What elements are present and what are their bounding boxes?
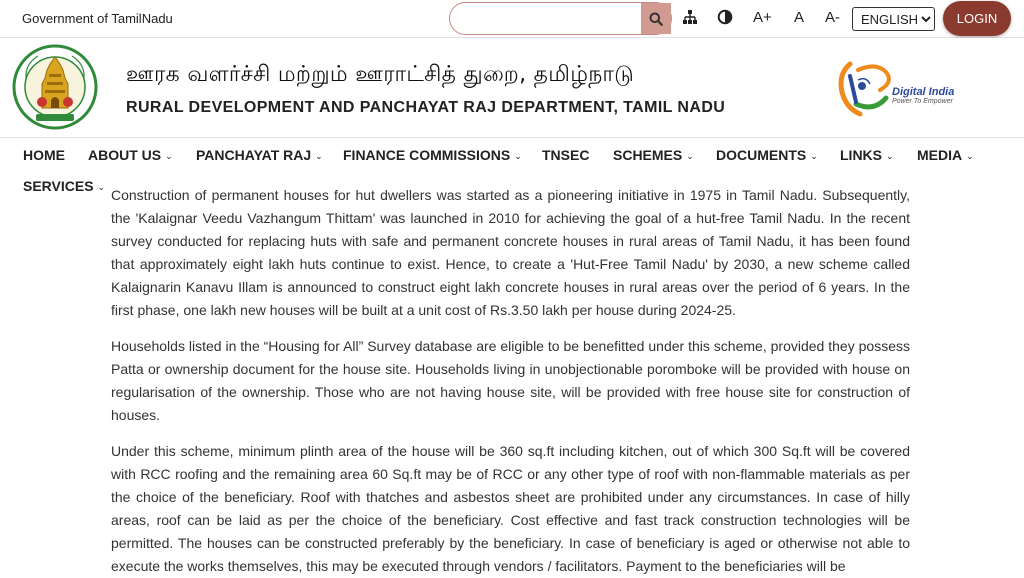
sitemap-icon xyxy=(682,9,698,25)
tamilnadu-emblem-logo[interactable] xyxy=(12,44,98,130)
nav-label: HOME xyxy=(23,147,65,163)
chevron-down-icon: ⌄ xyxy=(810,150,818,161)
nav-item-documents[interactable] xyxy=(716,147,818,163)
paragraph: Construction of permanent houses for hut dwellers was started as a pioneering initiative in 1975 in Tamil Nadu. Subsequently, the 'Kalaignar Veedu Vazhangum Thittam' was launched in 2010 for achieving the goal of a hut-free Tamil Nadu. In the recent survey conducted for replacing huts with safe and permanent concrete houses in rural areas of Tamil Nadu, it has been found that approximately eight lakh huts continue to exist. Hence, to create a 'Hut-Free Tamil Nadu' by 2030, a new scheme called Kalaignarin Kanavu Illam is announced to construct eight lakh concrete houses in rural areas over the period of 6 years. In the first phase, one lakh new houses will be built at a unit cost of Rs.3.50 lakh per house during 2024-25. xyxy=(111,187,910,318)
chevron-down-icon: ⌄ xyxy=(514,150,522,161)
nav-label: LINKS xyxy=(840,147,882,163)
nav-label: PANCHAYAT RAJ xyxy=(196,147,312,163)
nav-label: ABOUT US xyxy=(88,147,162,163)
scheme-description xyxy=(111,187,910,574)
nav-item-links[interactable] xyxy=(840,147,894,163)
chevron-down-icon: ⌄ xyxy=(315,150,323,161)
nav-item-home[interactable] xyxy=(23,147,65,163)
language-select[interactable] xyxy=(852,7,935,31)
font-decrease-button[interactable]: A- xyxy=(825,9,840,26)
chevron-down-icon: ⌄ xyxy=(165,150,173,161)
government-label: Government of TamilNadu xyxy=(22,11,173,26)
chevron-down-icon: ⌄ xyxy=(966,150,974,161)
chevron-down-icon: ⌄ xyxy=(686,150,694,161)
digital-india-icon xyxy=(836,56,892,118)
font-normal-button[interactable]: A xyxy=(794,9,805,26)
search-input[interactable] xyxy=(450,3,643,34)
chevron-down-icon: ⌄ xyxy=(97,181,106,192)
nav-item-schemes[interactable] xyxy=(613,147,694,163)
digital-india-title: Digital India xyxy=(892,86,955,98)
nav-item-media[interactable] xyxy=(917,147,974,163)
digital-india-tagline: Power To Empower xyxy=(892,98,953,105)
department-title-tamil: ஊரக வளர்ச்சி மற்றும் ஊராட்சித் துறை, தமிழ்நாடு xyxy=(126,62,635,87)
nav-label: TNSEC xyxy=(542,147,590,163)
search-box xyxy=(449,2,672,35)
login-button[interactable]: LOGIN xyxy=(943,1,1011,36)
digital-india-logo[interactable] xyxy=(836,56,966,116)
nav-item-about-us[interactable] xyxy=(88,147,173,163)
nav-label: FINANCE COMMISSIONS xyxy=(343,147,511,163)
nav-label: SCHEMES xyxy=(613,147,683,163)
search-button[interactable] xyxy=(641,3,671,34)
nav-item-tnsec[interactable] xyxy=(542,147,589,163)
nav-label: SERVICES xyxy=(23,178,94,194)
site-header xyxy=(0,38,1024,137)
contrast-icon xyxy=(717,9,733,25)
nav-label: DOCUMENTS xyxy=(716,147,807,163)
top-utility-bar xyxy=(0,0,1024,38)
nav-item-services[interactable] xyxy=(23,178,105,194)
nav-item-finance-commissions[interactable] xyxy=(343,147,522,163)
sitemap-button[interactable] xyxy=(682,9,698,25)
paragraph: Under this scheme, minimum plinth area of the house will be 360 sq.ft including kitchen, out of which 300 Sq.ft will be covered with RCC roofing and the remaining area 60 Sq.ft may be of RCC or any other type of roof with non-flammable materials as per the choice of the beneficiary. Roof with thatches and asbestos sheet are prohibited under any circumstances. In case of hilly areas, roof can be laid as per the choice of the beneficiary. Cost effective and fast track construction technologies will be permitted. The houses can be constructed preferably by the beneficiary. In case of beneficiary is aged or otherwise not able to execute the works themselves, this may be executed through vendors / facilitators. Payment to the beneficiaries will be xyxy=(111,443,910,574)
paragraph: Households listed in the “Housing for All” Survey database are eligible to be benefitted under this scheme, provided they possess Patta or ownership document for the house site. Households living in unobjectionable poromboke will be provided with house on regularisation of the ownership. Those who are not having house site, will be provided with free house site for construction of houses. xyxy=(111,338,910,423)
font-increase-button[interactable]: A+ xyxy=(753,9,772,26)
contrast-toggle[interactable] xyxy=(717,9,733,25)
nav-label: MEDIA xyxy=(917,147,963,163)
search-icon xyxy=(649,12,663,26)
department-title-english: RURAL DEVELOPMENT AND PANCHAYAT RAJ DEPARTMENT, TAMIL NADU xyxy=(126,99,726,116)
nav-item-panchayat-raj[interactable] xyxy=(196,147,323,163)
chevron-down-icon: ⌄ xyxy=(886,150,894,161)
